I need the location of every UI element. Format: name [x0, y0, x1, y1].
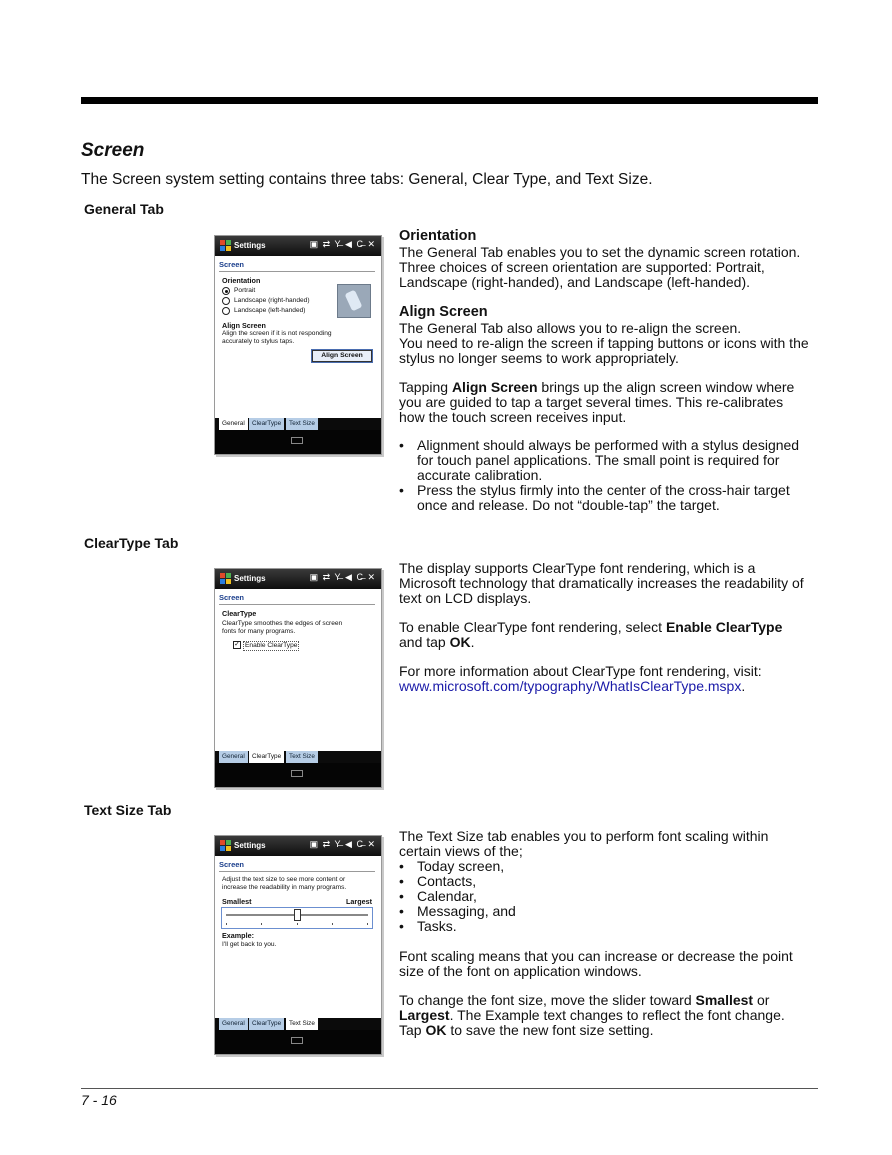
align-paragraph-2: You need to re-align the screen if tapping buttons or icons with the stylus no longer seems to work appropriately.	[399, 335, 809, 366]
align-paragraph-1: The General Tab also allows you to re-align the screen.	[399, 320, 742, 336]
slider-tick	[367, 923, 368, 925]
text-size-bullets	[399, 859, 809, 934]
p3-bold-ok: OK	[425, 1022, 447, 1038]
list-item: • Messaging, and	[399, 904, 809, 919]
p2-bold-1: Enable ClearType	[665, 619, 783, 635]
text-size-paragraph-2: Font scaling means that you can increase or decrease the point size of the font on application windows.	[399, 948, 793, 979]
status-icons: ▣ ⇄ Y̶ ◀ C̶ ✕	[309, 239, 376, 249]
enable-cleartype-checkbox[interactable]: ✓	[234, 641, 240, 648]
cleartype-label: ClearType	[222, 609, 257, 618]
text-size-text-column	[399, 829, 809, 1038]
orientation-heading: Orientation	[399, 228, 477, 244]
title-bar	[215, 236, 381, 256]
list-item: • Alignment should always be performed with a stylus designed for touch panel applications. The small point is required for accurate calibration.	[399, 438, 809, 483]
keyboard-icon[interactable]	[291, 770, 303, 777]
landscape-left-label: Landscape (left-handed)	[234, 307, 306, 314]
softkey-bar	[215, 1030, 381, 1054]
list-item: • Contacts,	[399, 874, 809, 889]
text-size-paragraph-3	[399, 993, 809, 1038]
portrait-radio[interactable]	[222, 287, 230, 295]
tab-cleartype[interactable]: ClearType	[249, 418, 284, 430]
p3-g: to save the new font size setting.	[446, 1022, 654, 1038]
align-screen-label: Align Screen	[222, 321, 266, 330]
portrait-label: Portrait	[234, 287, 256, 294]
windows-start-icon	[220, 240, 231, 251]
slider-tick	[297, 923, 298, 925]
title-text: Settings	[234, 574, 266, 583]
title-bar	[215, 836, 381, 856]
orientation-paragraph: The General Tab enables you to set the dynamic screen rotation. Three choices of screen orientation are supported: Portrait, Landscape (right-handed), and Landscape (left-handed).	[399, 244, 801, 290]
intro-text: The Screen system setting contains three tabs: General, Clear Type, and Text Size.	[81, 171, 653, 188]
screen-header: Screen	[219, 260, 245, 269]
p3-bold-smallest: Smallest	[695, 992, 754, 1008]
rotation-icon	[337, 284, 371, 318]
tab-strip	[215, 751, 381, 763]
p3-e: . The Example text changes to reflect the font change. Tap	[399, 1007, 785, 1038]
p3-c: or	[753, 992, 770, 1008]
header-divider	[219, 604, 375, 605]
tab-general[interactable]: General	[219, 751, 248, 763]
tap-pre: Tapping	[399, 379, 452, 395]
cleartype-paragraph-2	[399, 620, 809, 650]
general-tab-screenshot	[214, 235, 382, 455]
cleartype-tab-screenshot	[214, 568, 382, 788]
cleartype-paragraph-3: For more information about ClearType font rendering, visit:	[399, 663, 762, 679]
cleartype-text-column	[399, 561, 809, 694]
header-divider	[219, 271, 375, 272]
general-tab-heading: General Tab	[84, 201, 164, 217]
keyboard-icon[interactable]	[291, 1037, 303, 1044]
screen-header: Screen	[219, 593, 245, 602]
screen-header: Screen	[219, 860, 245, 869]
tab-general[interactable]: General	[219, 1018, 248, 1030]
windows-start-icon	[220, 573, 231, 584]
alignment-bullets	[399, 438, 809, 513]
list-item: • Calendar,	[399, 889, 809, 904]
enable-cleartype-label: Enable ClearType	[245, 642, 298, 649]
example-text: I'll get back to you.	[222, 941, 277, 948]
header-divider	[219, 871, 375, 872]
tab-text-size[interactable]: Text Size	[286, 751, 318, 763]
section-title: Screen	[81, 140, 145, 161]
slider-thumb[interactable]	[294, 909, 301, 921]
tab-strip	[215, 418, 381, 430]
p3-a: To change the font size, move the slider toward	[399, 992, 696, 1008]
align-screen-button[interactable]: Align Screen	[312, 350, 372, 362]
p2-bold-2: OK	[449, 634, 471, 650]
page-number: 7 - 16	[81, 1092, 117, 1108]
text-size-paragraph-1: The Text Size tab enables you to perform font scaling within certain views of the;	[399, 828, 769, 859]
text-size-tab-heading: Text Size Tab	[84, 802, 172, 818]
text-size-instructions: Adjust the text size to see more content or increase the readability in many programs.	[222, 876, 347, 891]
align-screen-text: Align the screen if it is not responding accurately to stylus taps.	[222, 330, 332, 345]
slider-tick	[332, 923, 333, 925]
cleartype-paragraph-1: The display supports ClearType font rendering, which is a Microsoft technology that dramatically increases the readability of text on LCD displays.	[399, 560, 804, 606]
tab-text-size[interactable]: Text Size	[286, 1018, 318, 1030]
title-text: Settings	[234, 841, 266, 850]
largest-label: Largest	[346, 897, 372, 906]
title-bar	[215, 569, 381, 589]
cleartype-link[interactable]: www.microsoft.com/typography/WhatIsClearType.mspx	[399, 678, 742, 694]
softkey-bar	[215, 430, 381, 454]
p2-pre: To enable ClearType font rendering, select	[399, 619, 666, 635]
tab-general[interactable]: General	[219, 418, 248, 430]
cleartype-tab-heading: ClearType Tab	[84, 535, 179, 551]
text-size-slider[interactable]	[221, 907, 373, 929]
tap-bold: Align Screen	[451, 379, 538, 395]
landscape-right-radio[interactable]	[222, 297, 230, 305]
cleartype-link-line	[399, 679, 809, 694]
align-screen-heading: Align Screen	[399, 304, 488, 320]
slider-tick	[261, 923, 262, 925]
landscape-left-radio[interactable]	[222, 307, 230, 315]
tab-text-size[interactable]: Text Size	[286, 418, 318, 430]
keyboard-icon[interactable]	[291, 437, 303, 444]
p2-end: .	[470, 634, 475, 650]
title-text: Settings	[234, 241, 266, 250]
list-item: • Press the stylus firmly into the center of the cross-hair target once and release. Do not “double-tap” the target.	[399, 483, 809, 513]
tab-strip	[215, 1018, 381, 1030]
orientation-label: Orientation	[222, 276, 261, 285]
text-size-tab-screenshot	[214, 835, 382, 1055]
link-end: .	[741, 678, 746, 694]
status-icons: ▣ ⇄ Y̶ ◀ C̶ ✕	[309, 572, 376, 582]
tapping-paragraph	[399, 380, 809, 425]
list-item: • Today screen,	[399, 859, 809, 874]
tap-post: brings up the align screen window where you are guided to tap a target several times. This re-calibrates how the touch screen receives input.	[399, 379, 795, 425]
bottom-rule	[81, 1088, 818, 1089]
list-item: • Tasks.	[399, 919, 809, 934]
softkey-bar	[215, 763, 381, 787]
top-rule	[81, 97, 818, 104]
tab-cleartype[interactable]: ClearType	[249, 1018, 284, 1030]
status-icons: ▣ ⇄ Y̶ ◀ C̶ ✕	[309, 839, 376, 849]
p2-mid: and tap	[399, 634, 450, 650]
general-text-column	[399, 227, 809, 513]
smallest-label: Smallest	[222, 897, 252, 906]
p3-bold-largest: Largest	[399, 1007, 450, 1023]
slider-tick	[226, 923, 227, 925]
tab-cleartype[interactable]: ClearType	[249, 751, 284, 763]
windows-start-icon	[220, 840, 231, 851]
cleartype-text: ClearType smoothes the edges of screen fonts for many programs.	[222, 620, 343, 635]
example-label: Example:	[222, 931, 254, 940]
landscape-right-label: Landscape (right-handed)	[234, 297, 310, 304]
